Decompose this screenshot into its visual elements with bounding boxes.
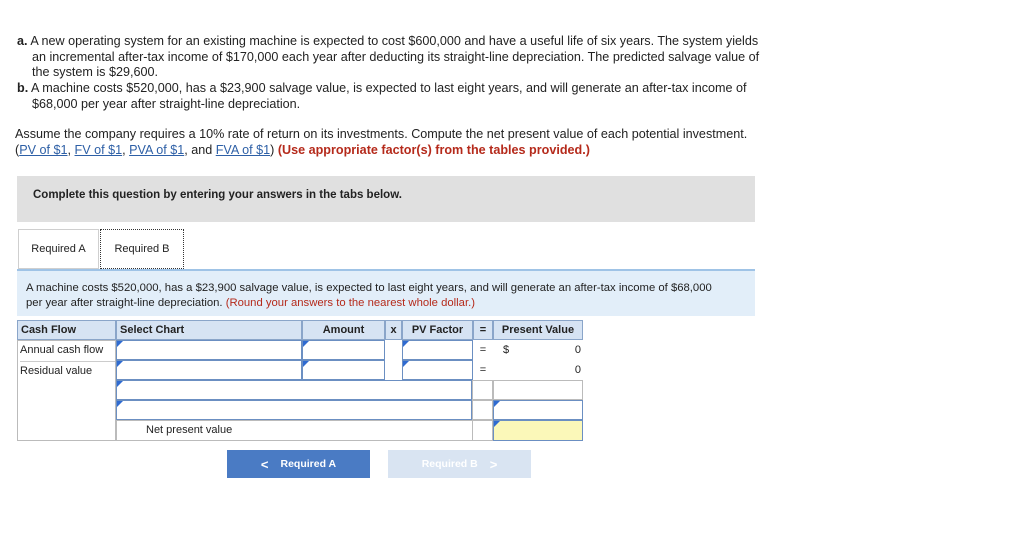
- next-required-b-button[interactable]: [388, 450, 531, 478]
- part-a-line1: A new operating system for an existing machine is expected to cost $600,000 and have a useful life of six years. The system yields: [30, 34, 759, 48]
- empty-cell: [472, 400, 493, 420]
- question-part-b: [17, 81, 829, 112]
- banner-text: Complete this question by entering your answers in the tabs below.: [33, 189, 402, 201]
- part-a-line3: the system is $29,600.: [32, 65, 159, 79]
- npv-total-field[interactable]: [493, 420, 583, 441]
- npv-label: Net present value: [116, 420, 473, 441]
- instruction-banner: [17, 176, 755, 222]
- equals-sign: =: [479, 344, 487, 356]
- assumption-sentence: Assume the company requires a 10% rate of return on its investments. Compute the net present value of each potential investment.: [15, 127, 748, 141]
- header-amount: Amount: [302, 320, 385, 340]
- part-b-tag: b.: [17, 81, 29, 95]
- amount-input[interactable]: [302, 340, 385, 360]
- part-a-line2: an incremental after-tax income of $170,000 each year after deducting its straight-line depreciation. The predicted salvage value of: [32, 49, 760, 64]
- header-select-chart: Select Chart: [116, 320, 302, 340]
- required-b-description: [17, 269, 755, 316]
- row-label-annual-cash-flow: Annual cash flow: [20, 344, 104, 356]
- part-b-line2: $68,000 per year after straight-line depreciation.: [32, 96, 301, 111]
- equals-sign: =: [479, 364, 487, 376]
- sep: ,: [67, 143, 75, 157]
- sep: , and: [184, 143, 216, 157]
- chevron-left-icon: <: [260, 456, 269, 472]
- tab-required-b[interactable]: Required B: [100, 229, 184, 269]
- empty-cell: [472, 420, 493, 441]
- empty-cell: [493, 380, 583, 400]
- tab-required-a[interactable]: Required A: [18, 229, 99, 269]
- pv-of-1-link[interactable]: PV of $1: [19, 143, 68, 157]
- fv-of-1-link[interactable]: FV of $1: [74, 143, 123, 157]
- question-part-a: [17, 34, 829, 81]
- pv-factor-input[interactable]: [402, 340, 473, 360]
- assumption-text: [15, 126, 835, 158]
- chevron-right-icon: >: [489, 456, 498, 472]
- description-body: A machine costs $520,000, has a $23,900 salvage value, is expected to last eight years, and will generate an after-tax income of $68,000 per year after straight-line depreciation.: [26, 282, 712, 309]
- prev-label: Required A: [280, 458, 337, 470]
- empty-cell: [472, 380, 493, 400]
- row-label-residual-value: Residual value: [20, 361, 115, 380]
- select-chart-input[interactable]: [116, 380, 472, 400]
- rounding-note: (Round your answers to the nearest whole dollar.): [225, 296, 475, 309]
- next-label: Required B: [421, 458, 478, 470]
- description-text: [26, 281, 726, 310]
- pva-of-1-link[interactable]: PVA of $1: [129, 143, 185, 157]
- header-equals: =: [473, 320, 493, 340]
- factor-instruction: (Use appropriate factor(s) from the tables provided.): [277, 143, 590, 157]
- header-cash-flow: Cash Flow: [17, 320, 116, 340]
- pv-factor-input[interactable]: [402, 360, 473, 380]
- present-value-residual: 0: [574, 364, 581, 376]
- part-b-line1: A machine costs $520,000, has a $23,900 salvage value, is expected to last eight years, and will generate an after-tax income of: [31, 81, 747, 95]
- present-value-annual: 0: [574, 344, 581, 356]
- part-a-tag: a.: [17, 34, 28, 48]
- paren-open: (: [15, 143, 20, 157]
- prev-required-a-button[interactable]: [227, 450, 370, 478]
- present-value-input[interactable]: [493, 400, 583, 420]
- header-present-value: Present Value: [493, 320, 583, 340]
- currency-symbol: $: [503, 344, 510, 356]
- factor-links-line: [15, 142, 835, 158]
- amount-input[interactable]: [302, 360, 385, 380]
- select-chart-input[interactable]: [116, 340, 302, 360]
- header-pv-factor: PV Factor: [402, 320, 473, 340]
- select-chart-input[interactable]: [116, 360, 302, 380]
- sep: ,: [122, 143, 130, 157]
- paren-close: ): [270, 143, 278, 157]
- select-chart-input[interactable]: [116, 400, 472, 420]
- header-times: x: [385, 320, 402, 340]
- fva-of-1-link[interactable]: FVA of $1: [215, 143, 271, 157]
